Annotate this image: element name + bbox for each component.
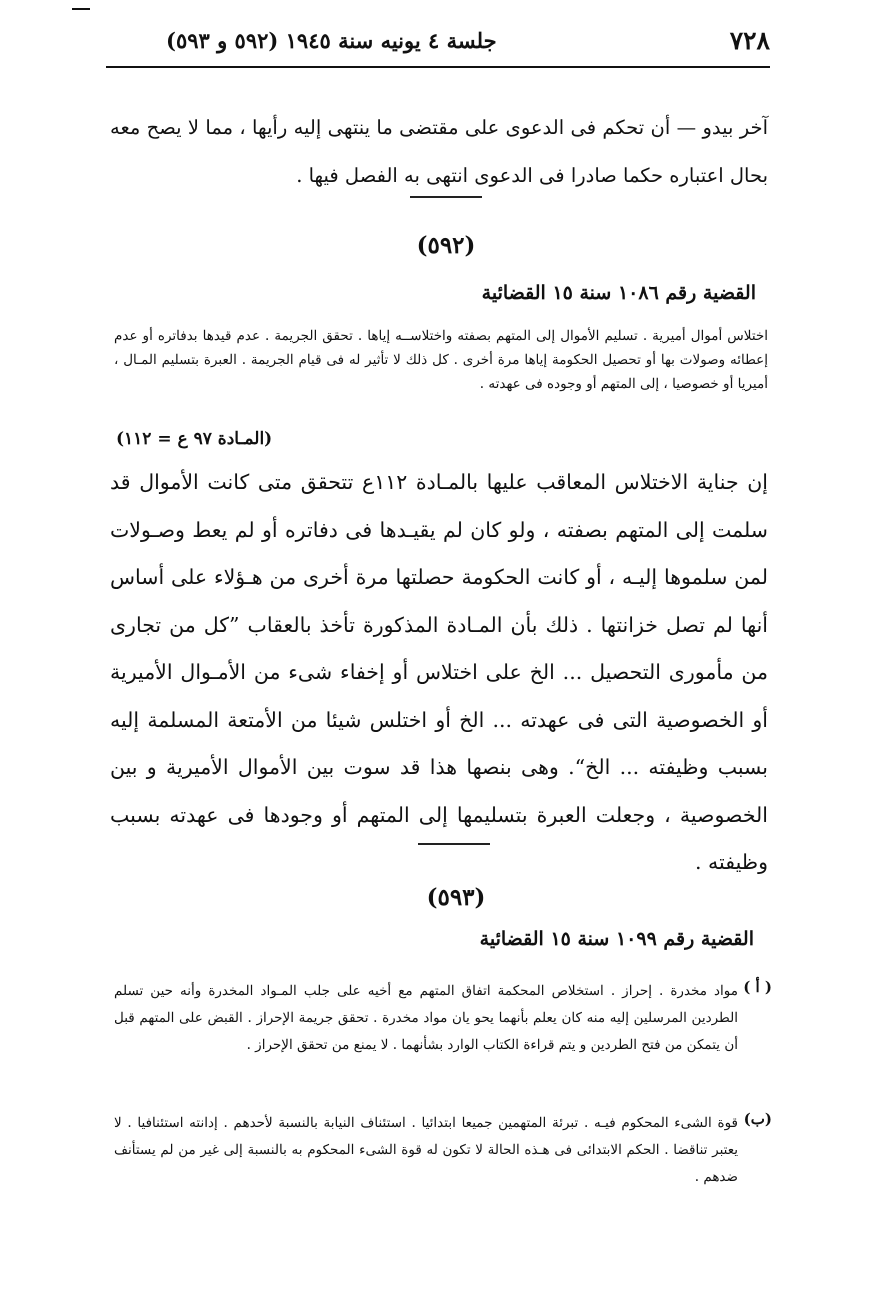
case-number-593: (٥٩٣) <box>426 884 486 911</box>
case-body-592: إن جناية الاختلاس المعاقب عليها بالمـادة ١١٢ع تتحقق متى كانت الأموال قد سلمت إلى المتهم بصفته ، ولو كان لم يقيـدها فى دفاتره أو لم يعط وصـولات لمن سلموها إليـه ، أو كانت الحكومة حصلتها مرة أخرى من هـؤلاء على أساس أنها لم تصل خزانتها . ذلك بأن المـادة المذكورة تأخذ بالعقاب ”كل من تجارى من مأمورى التحصيل ... الخ على اختلاس أو إخفاء شىء من الأمـوال الأميرية أو الخصوصية التى فى عهدته ... الخ أو اختلس شيئا من الأمتعة المسلمة إليه بسبب وظيفته ... الخ“. وهى بنصها هذا قد سوت بين الأموال الأميرية و بين الخصوصية ، وجعلت العبرة بتسليمها إلى المتهم أو وجودها فى عهدته بسبب وظيفته . <box>110 470 768 874</box>
section-divider <box>410 196 482 198</box>
continued-paragraph: آخر بيدو — أن تحكم فى الدعوى على مقتضى ما ينتهى إليه رأيها ، مما لا يصح معه بحال اعتباره حكما صادرا فى الدعوى انتهى به الفصل فيها . <box>110 116 768 187</box>
item-text: قوة الشىء المحكوم فيـه . تبرئة المتهمين جميعا ابتدائيا . استئناف النيابة بالنسبة لأحدهم . إدانته استئنافيا . لا يعتبر تناقضا . الحكم الابتدائى فى هـذه الحالة لا تكون له قوة الشىء المحكوم به بالنسبة إلى غير من لم يستأنف ضدهم . <box>114 1115 738 1185</box>
item-marker: ( أ ) <box>743 978 772 996</box>
running-title: جلسة ٤ يونيه سنة ١٩٤٥ (٥٩٢ و ٥٩٣) <box>166 27 497 53</box>
case-summary-592: اختلاس أموال أميرية . تسليم الأموال إلى المتهم بصفته واختلاســه إياها . تحقق الجريمة . عدم قيدها بدفاتره أو عدم إعطائه وصولات بها أو تحصيل الحكومة إياها مرة أخرى . كل ذلك لا تأثير له فى قيام الجريمة . العبرة بتسليم المـال ، أميريا أو خصوصيا ، إلى المتهم أو وجوده فى عهدته . <box>114 328 768 392</box>
corner-mark <box>72 8 90 10</box>
holding-item-a <box>114 978 772 1059</box>
page-header <box>106 18 770 62</box>
article-reference: (المـادة ٩٧ ع = ١١٢) <box>116 429 273 449</box>
holding-item-b <box>114 1110 772 1191</box>
header-rule <box>106 66 770 68</box>
case-reference-593: القضية رقم ١٠٩٩ سنة ١٥ القضائية <box>479 928 754 950</box>
item-marker: (ب) <box>743 1110 772 1128</box>
section-divider <box>418 843 490 845</box>
case-number-592: (٥٩٢) <box>416 232 476 259</box>
item-text: مواد مخدرة . إحراز . استخلاص المحكمة اتفاق المتهم مع أخيه على جلب المـواد المخدرة وأنه حين تسلم الطردين المرسلين إليه منه كان يعلم بأنهما يحو يان مواد مخدرة . تحقق جريمة الإحراز . القبض على المتهم قبل أن يتمكن من فتح الطردين و يتم قراءة الكتاب الوارد بشأنهما . لا يمنع من تحقق الإحراز . <box>114 983 738 1053</box>
page-number: ٧٢٨ <box>729 25 770 55</box>
case-reference-592: القضية رقم ١٠٨٦ سنة ١٥ القضائية <box>481 282 756 304</box>
